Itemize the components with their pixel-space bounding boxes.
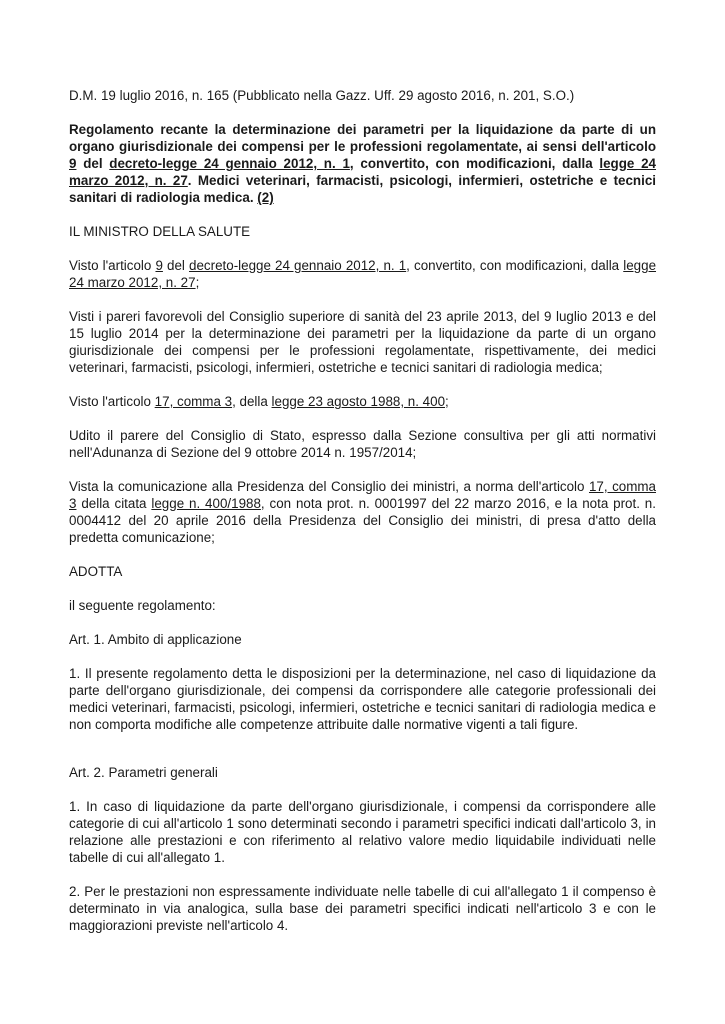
paragraph-text: del — [162, 258, 190, 273]
link-art-17-comma-3[interactable]: 17, comma 3 — [69, 479, 656, 511]
spacer — [69, 750, 656, 764]
link-art-17-comma-3[interactable]: 17, comma 3 — [154, 394, 233, 409]
paragraph-text: , convertito, con modificazioni, dalla — [406, 258, 624, 273]
link-legge-400-1988[interactable]: legge 23 agosto 1988, n. 400 — [271, 394, 446, 409]
paragraph-text: della citata — [76, 496, 152, 511]
adotta-heading: ADOTTA — [69, 564, 123, 579]
regulation-title — [69, 121, 656, 206]
article-2-paragraph-2: 2. Per le prestazioni non espressamente individuate nelle tabelle di cui all'allegato 1 il compenso è determinato in via analogica, sulla base dei parametri specifici indicati nell'articolo 3 e con le maggiorazioni previste nell'articolo 4. — [69, 884, 656, 933]
visto-paragraph-1 — [69, 257, 656, 291]
minister-heading: IL MINISTRO DELLA SALUTE — [69, 224, 251, 239]
link-decreto-legge[interactable]: decreto-legge 24 gennaio 2012, n. 1 — [189, 258, 407, 273]
link-legge-27-2012[interactable]: legge 24 marzo 2012, n. 27 — [69, 258, 657, 290]
article-2-paragraph-1: 1. In caso di liquidazione da parte dell'organo giurisdizionale, i compensi da corrispondere alle categorie di cui all'articolo 1 sono determinati secondo i parametri specifici indicati dall'articolo 3, in relazione alle prestazioni e con riferimento al relativo valore medio liquidabile individuati nelle tabelle di cui all'allegato 1. — [69, 799, 656, 865]
paragraph-text: ; — [445, 394, 449, 409]
link-article-9[interactable]: 9 — [69, 156, 77, 171]
udito-paragraph: Udito il parere del Consiglio di Stato, espresso dalla Sezione consultiva per gli atti normativi nell'Adunanza di Sezione del 9 ottobre 2014 n. 1957/2014; — [69, 428, 656, 460]
paragraph-text: ; — [195, 275, 200, 290]
paragraph-text: Visto l'articolo — [69, 394, 155, 409]
title-text: . Medici veterinari, farmacisti, psicologi, infermieri, ostetriche e tecnici sanitari di radiologia medica. — [69, 173, 656, 205]
link-legge-27-2012[interactable]: legge 24 marzo 2012, n. 27 — [69, 156, 657, 188]
title-text: del — [76, 156, 110, 171]
article-1-paragraph-1: 1. Il presente regolamento detta le disposizioni per la determinazione, nel caso di liquidazione da parte dell'organo giurisdizionale, dei compensi da corrispondere alle categorie professionali dei medici veterinari, farmacisti, psicologi, infermieri, ostetriche e tecnici sanitari di radiologia medica e non comporta modifiche alle competenze attribuite dalle normative vigenti a tali figure. — [69, 666, 656, 732]
seguente-text: il seguente regolamento: — [69, 598, 216, 613]
link-decreto-legge[interactable]: decreto-legge 24 gennaio 2012, n. 1 — [109, 156, 350, 171]
link-legge-400-1988[interactable]: legge n. 400/1988 — [151, 496, 261, 511]
paragraph-text: , con nota prot. n. 0001997 del 22 marzo 2016, e la nota prot. n. 0004412 del 20 aprile 2016 della Presidenza del Consiglio dei ministri, di presa d'atto della predetta comunicazione; — [69, 496, 656, 545]
article-2-title: Art. 2. Parametri generali — [69, 765, 218, 780]
visto-paragraph-2 — [69, 393, 656, 410]
paragraph-text: , della — [232, 394, 272, 409]
title-text: , convertito, con modificazioni, dalla — [349, 156, 600, 171]
link-article-9[interactable]: 9 — [155, 258, 163, 273]
document-header: D.M. 19 luglio 2016, n. 165 (Pubblicato nella Gazz. Uff. 29 agosto 2016, n. 201, S.O.) — [69, 88, 575, 103]
paragraph-text: Visto l'articolo — [69, 258, 156, 273]
vista-paragraph — [69, 478, 656, 546]
link-footnote-2[interactable]: (2) — [257, 190, 274, 205]
visti-pareri-paragraph: Visti i pareri favorevoli del Consiglio superiore di sanità del 23 aprile 2013, del 9 luglio 2013 e del 15 luglio 2014 per la determinazione dei parametri per la liquidazione da parte di un organo giurisdizionale dei compensi per le professioni regolamentate, rispettivamente, dei medici veterinari, farmacisti, psicologi, infermieri, ostetriche e tecnici sanitari di radiologia medica; — [69, 309, 656, 375]
article-1-title: Art. 1. Ambito di applicazione — [69, 632, 242, 647]
paragraph-text: Vista la comunicazione alla Presidenza del Consiglio dei ministri, a norma dell'articolo — [69, 479, 589, 494]
title-text: Regolamento recante la determinazione dei parametri per la liquidazione da parte di un organo giurisdizionale dei compensi per le professioni regolamentate, ai sensi dell'articolo — [69, 122, 656, 154]
